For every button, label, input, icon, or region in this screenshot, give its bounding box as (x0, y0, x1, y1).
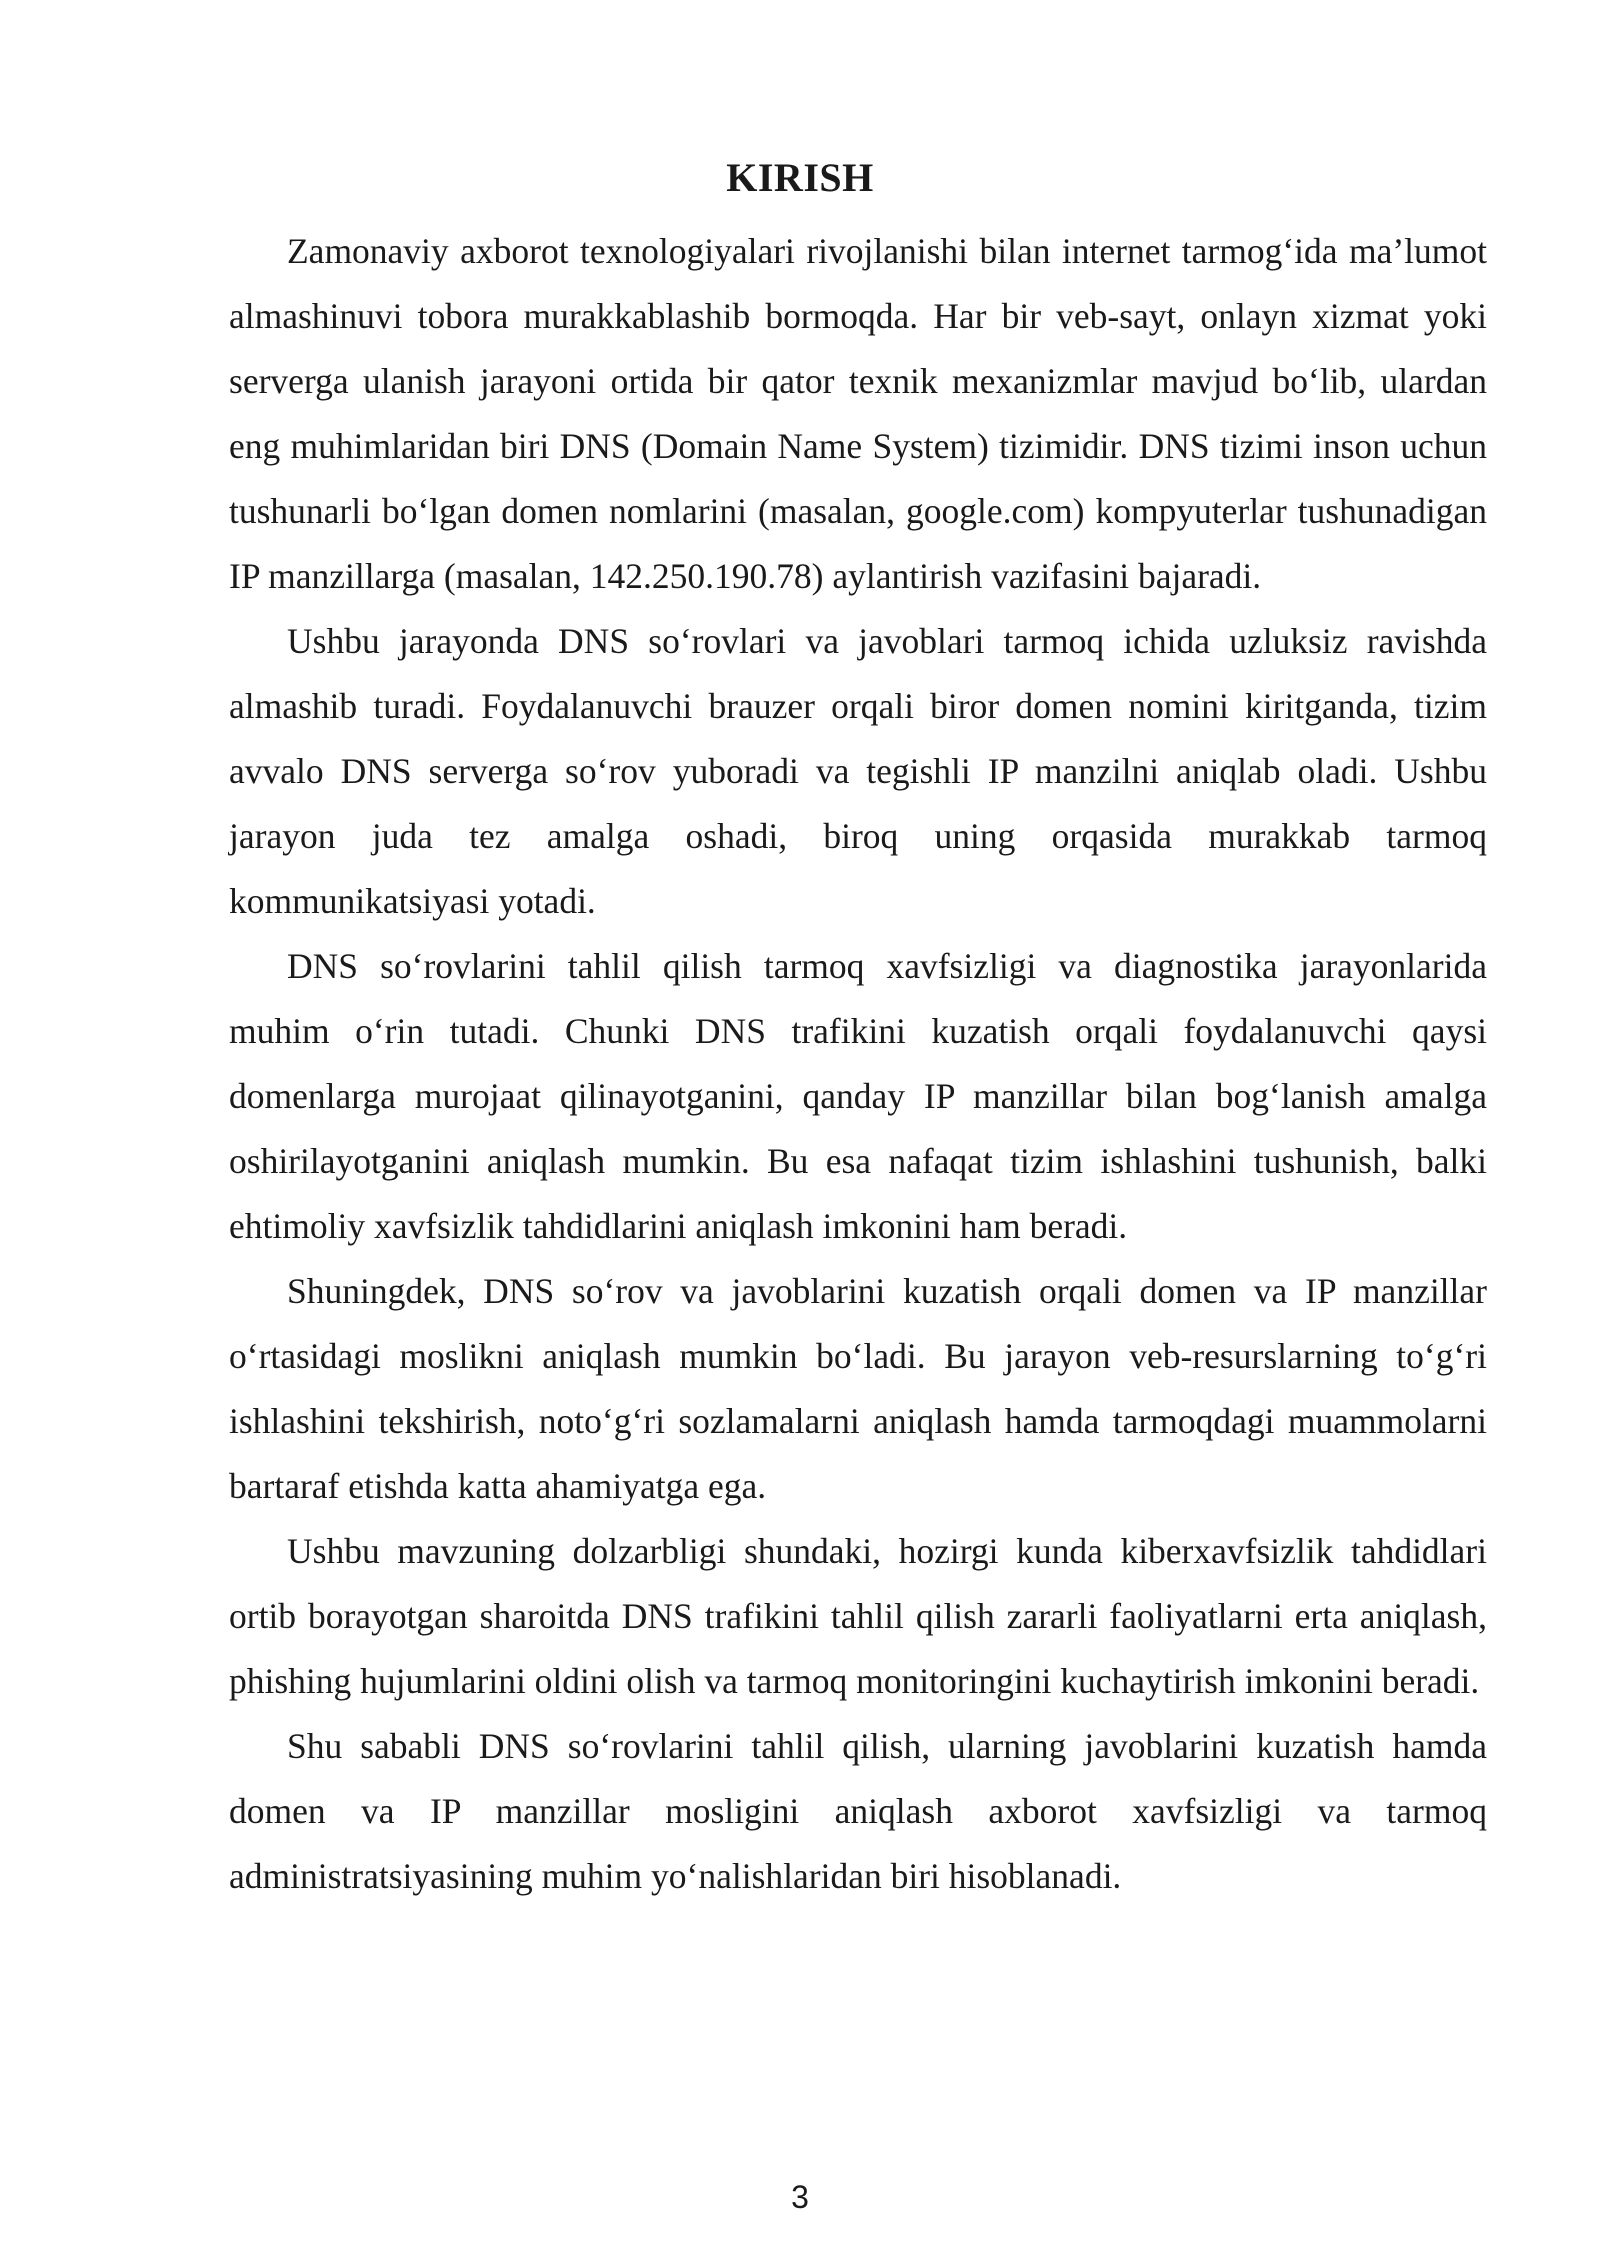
paragraph-2: Ushbu jarayonda DNS so‘rovlari va javoblari tarmoq ichida uzluksiz ravishda almashib turadi. Foydalanuvchi brauzer orqali biror domen nomini kiritganda, tizim avvalo DNS serverga so‘rov yuboradi va tegishli IP manzilni aniqlab oladi. Ushbu jarayon juda tez amalga oshadi, biroq uning orqasida murakkab tarmoq kommunikatsiyasi yotadi. (229, 621, 1487, 921)
body-text (229, 219, 1487, 1909)
paragraph-5: Ushbu mavzuning dolzarbligi shundaki, hozirgi kunda kiberxavfsizlik tahdidlari ortib borayotgan sharoitda DNS trafikini tahlil qilish zararli faoliyatlarni erta aniqlash, phishing hujumlarini oldini olish va tarmoq monitoringini kuchaytirish imkonini beradi. (229, 1531, 1487, 1701)
page-number: 3 (791, 2179, 809, 2215)
section-title: KIRISH (726, 155, 874, 200)
paragraph-4: Shuningdek, DNS so‘rov va javoblarini kuzatish orqali domen va IP manzillar o‘rtasidagi moslikni aniqlash mumkin bo‘ladi. Bu jarayon veb-resurslarning to‘g‘ri ishlashini tekshirish, noto‘g‘ri sozlamalarni aniqlash hamda tarmoqdagi muammolarni bartaraf etishda katta ahamiyatga ega. (229, 1271, 1487, 1506)
paragraph-6: Shu sababli DNS so‘rovlarini tahlil qilish, ularning javoblarini kuzatish hamda domen va IP manzillar mosligini aniqlash axborot xavfsizligi va tarmoq administratsiyasining muhim yo‘nalishlaridan biri hisoblanadi. (229, 1726, 1487, 1896)
paragraph-1: Zamonaviy axborot texnologiyalari rivojlanishi bilan internet tarmog‘ida ma’lumot almashinuvi tobora murakkablashib bormoqda. Har bir veb-sayt, onlayn xizmat yoki serverga ulanish jarayoni ortida bir qator texnik mexanizmlar mavjud bo‘lib, ulardan eng muhimlaridan biri DNS (Domain Name System) tizimidir. DNS tizimi inson uchun tushunarli bo‘lgan domen nomlarini (masalan, google.com) kompyuterlar tushunadigan IP manzillarga (masalan, 142.250.190.78) aylantirish vazifasini bajaradi. (229, 231, 1487, 596)
paragraph-3: DNS so‘rovlarini tahlil qilish tarmoq xavfsizligi va diagnostika jarayonlarida muhim o‘rin tutadi. Chunki DNS trafikini kuzatish orqali foydalanuvchi qaysi domenlarga murojaat qilinayotganini, qanday IP manzillar bilan bog‘lanish amalga oshirilayotganini aniqlash mumkin. Bu esa nafaqat tizim ishlashini tushunish, balki ehtimoliy xavfsizlik tahdidlarini aniqlash imkonini ham beradi. (229, 946, 1487, 1246)
